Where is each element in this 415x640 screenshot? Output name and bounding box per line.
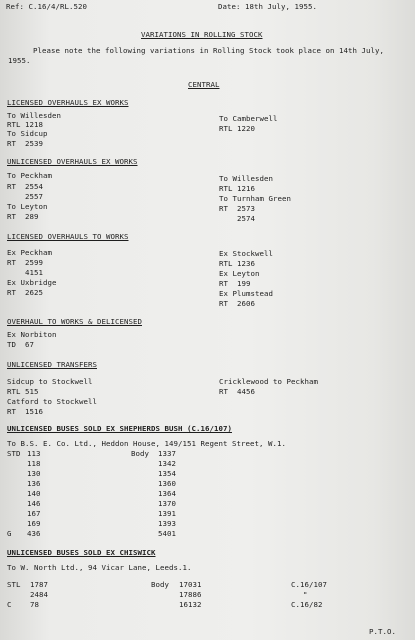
table-cell: 146 [27, 499, 41, 508]
list-item: RTL 1220 [219, 124, 255, 133]
list-item: Sidcup to Stockwell [7, 377, 93, 386]
table-cell: 1342 [158, 459, 176, 468]
list-item: 2557 [7, 192, 43, 201]
table-cell: 1360 [158, 479, 176, 488]
section-heading: UNLICENSED TRANSFERS [7, 360, 97, 369]
table-cell: 1370 [158, 499, 176, 508]
list-item: RT 2599 [7, 258, 43, 267]
section-heading: LICENSED OVERHAULS EX WORKS [7, 98, 129, 107]
list-item: To Turnham Green [219, 194, 291, 203]
intro-line-2: 1955. [8, 56, 31, 65]
table-cell: 78 [30, 600, 39, 609]
list-item: Ex Uxbridge [7, 278, 57, 287]
list-item: RTL 1216 [219, 184, 255, 193]
list-item: Catford to Stockwell [7, 397, 97, 406]
section-heading: UNLICENSED BUSES SOLD EX SHEPHERDS BUSH (C.16/107) [7, 424, 232, 433]
list-item: RT 289 [7, 212, 39, 221]
table-cell: 169 [27, 519, 41, 528]
list-item: To Leyton [7, 202, 48, 211]
reference-number: Ref: C.16/4/RL.520 [6, 2, 87, 11]
list-item: RTL 1236 [219, 259, 255, 268]
table-cell: 1393 [158, 519, 176, 528]
table-cell: 1391 [158, 509, 176, 518]
table-cell: 130 [27, 469, 41, 478]
garage-heading: CENTRAL [188, 80, 220, 89]
list-item: 2574 [219, 214, 255, 223]
list-item: RT 2625 [7, 288, 43, 297]
table-cell: 1787 [30, 580, 48, 589]
table-cell: 113 [27, 449, 41, 458]
section-heading: OVERHAUL TO WORKS & DELICENSED [7, 317, 142, 326]
table-cell: STD [7, 449, 21, 458]
table-cell: " [303, 590, 308, 599]
list-item: To Willesden [7, 111, 61, 120]
list-item: RTL 515 [7, 387, 39, 396]
table-cell: 1354 [158, 469, 176, 478]
table-cell: 2484 [30, 590, 48, 599]
table-cell: G [7, 529, 12, 538]
list-item: To Willesden [219, 174, 273, 183]
table-cell: 5401 [158, 529, 176, 538]
list-item: RT 199 [219, 279, 251, 288]
document-date: Date: 18th July, 1955. [218, 2, 317, 11]
table-cell: C.16/82 [291, 600, 323, 609]
document-title: VARIATIONS IN ROLLING STOCK [141, 30, 263, 39]
list-item: Cricklewood to Peckham [219, 377, 318, 386]
table-cell: 16132 [179, 600, 202, 609]
list-item: To Sidcup [7, 129, 48, 138]
list-item: RT 2573 [219, 204, 255, 213]
list-item: RT 4456 [219, 387, 255, 396]
list-item: Ex Peckham [7, 248, 52, 257]
table-cell: STL [7, 580, 21, 589]
section-heading: UNLICENSED BUSES SOLD EX CHISWICK [7, 548, 156, 557]
list-item: To Camberwell [219, 114, 278, 123]
table-cell: 1337 [158, 449, 176, 458]
buyer-address: To W. North Ltd., 94 Vicar Lane, Leeds.1. [7, 563, 192, 572]
list-item: TD 67 [7, 340, 34, 349]
body-column-label: Body [151, 580, 169, 589]
table-cell: C.16/107 [291, 580, 327, 589]
buyer-address: To B.S. E. Co. Ltd., Heddon House, 149/151 Regent Street, W.1. [7, 439, 286, 448]
section-heading: LICENSED OVERHAULS TO WORKS [7, 232, 129, 241]
list-item: Ex Plumstead [219, 289, 273, 298]
list-item: To Peckham [7, 171, 52, 180]
table-cell: 140 [27, 489, 41, 498]
table-cell: C [7, 600, 12, 609]
list-item: Ex Leyton [219, 269, 260, 278]
table-cell: 17886 [179, 590, 202, 599]
table-cell: 1364 [158, 489, 176, 498]
list-item: Ex Stockwell [219, 249, 273, 258]
table-cell: 118 [27, 459, 41, 468]
section-heading: UNLICENSED OVERHAULS EX WORKS [7, 157, 138, 166]
body-column-label: Body [131, 449, 149, 458]
list-item: RT 1516 [7, 407, 43, 416]
list-item: RT 2554 [7, 182, 43, 191]
list-item: RT 2606 [219, 299, 255, 308]
list-item: 4151 [7, 268, 43, 277]
list-item: RT 2539 [7, 139, 43, 148]
table-cell: 136 [27, 479, 41, 488]
table-cell: 17031 [179, 580, 202, 589]
list-item: Ex Norbiton [7, 330, 57, 339]
intro-line-1: Please note the following variations in Rolling Stock took place on 14th July, [33, 46, 384, 55]
table-cell: 436 [27, 529, 41, 538]
list-item: RTL 1218 [7, 120, 43, 129]
table-cell: 167 [27, 509, 41, 518]
page-turn-note: P.T.O. [369, 627, 396, 636]
